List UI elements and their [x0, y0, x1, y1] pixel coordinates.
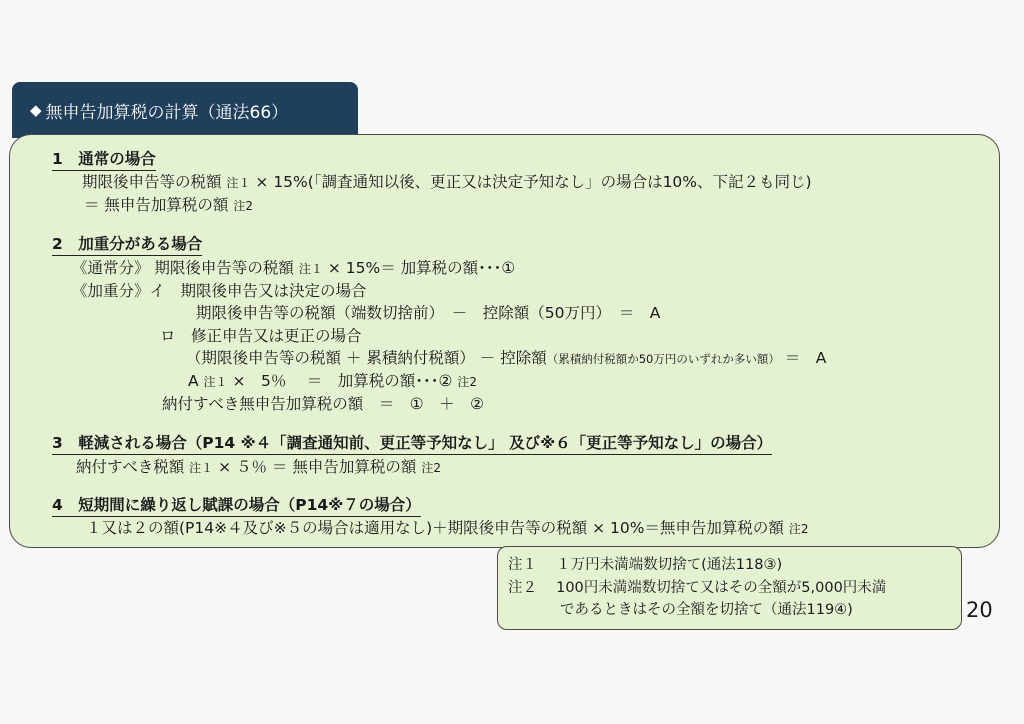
- text: ＝ 無申告加算税の額: [84, 196, 229, 214]
- section-1-line-1: [82, 172, 812, 193]
- section-4-line: [86, 518, 809, 539]
- note-ref: 注１: [189, 461, 214, 475]
- page-number: 20: [966, 598, 993, 622]
- footnote-2-continued: であるときはその全額を切捨て（通法119④): [560, 602, 853, 618]
- section-2-heading: 2 加重分がある場合: [52, 234, 202, 256]
- note-ref: 注2: [233, 199, 254, 213]
- text: × 15%＝ 加算税の額･･･①: [327, 259, 516, 277]
- section-2-ro-label: ロ 修正申告又は更正の場合: [160, 327, 362, 345]
- note-ref: 注１: [203, 375, 228, 389]
- text: 期限後申告等の税額: [82, 173, 222, 191]
- note-ref: 注2: [421, 461, 441, 475]
- section-2-total: 納付すべき無申告加算税の額 ＝ ① ＋ ②: [162, 395, 484, 413]
- footnote-2: 注２ 100円未満端数切捨て又はその全額が5,000円未満: [508, 580, 887, 596]
- section-2-a-line: [188, 371, 477, 392]
- section-3-heading: 3 軽減される場合（P14 ※４「調査通知前、更正等予知なし」 及び※６「更正等予知なし」の場合）: [52, 433, 772, 455]
- text: 《通常分》 期限後申告等の税額: [72, 259, 294, 277]
- note-ref: 注１: [226, 176, 251, 190]
- section-title-tab: [12, 82, 358, 138]
- section-4-heading: 4 短期間に繰り返し賦課の場合（P14※７の場合）: [52, 495, 421, 517]
- text: × 15%(「調査通知以後、更正又は決定予知なし」の場合は10%、下記２も同じ): [255, 173, 812, 191]
- page-title: 無申告加算税の計算（通法66）: [45, 102, 289, 123]
- text: （期限後申告等の税額 ＋ 累積納付税額） － 控除額: [186, 349, 547, 367]
- diamond-icon: ◆: [30, 101, 42, 119]
- section-2-i-formula: 期限後申告等の税額（端数切捨前） － 控除額（50万円） ＝ A: [196, 304, 661, 322]
- text: A: [188, 372, 199, 390]
- footnote-1: 注１ １万円未満端数切捨て(通法118③): [508, 557, 783, 573]
- text: 納付すべき税額: [76, 458, 185, 476]
- section-2-add-label: 《加重分》イ 期限後申告又は決定の場合: [72, 282, 367, 300]
- main-content-panel: [9, 134, 1000, 548]
- section-2-ro-formula: [186, 348, 826, 369]
- note-ref: 注１: [298, 262, 323, 276]
- section-2-normal-line: [72, 258, 515, 279]
- text: × 5％ ＝ 加算税の額･･･②: [232, 372, 453, 390]
- text: １又は２の額(P14※４及び※５の場合は適用なし)＋期限後申告等の税額 × 10%＝無申告加算税の額: [86, 519, 784, 537]
- text: （累積納付税額か50万円のいずれか多い額）: [546, 352, 780, 366]
- note-ref: 注2: [788, 522, 809, 536]
- note-ref: 注2: [457, 375, 478, 389]
- section-1-line-2: [84, 195, 253, 216]
- section-3-line: [76, 457, 441, 478]
- section-1-heading: 1 通常の場合: [52, 149, 156, 171]
- text: × ５％ ＝ 無申告加算税の額: [218, 458, 417, 476]
- text: ＝ A: [784, 349, 827, 367]
- footnotes-box: [497, 546, 962, 630]
